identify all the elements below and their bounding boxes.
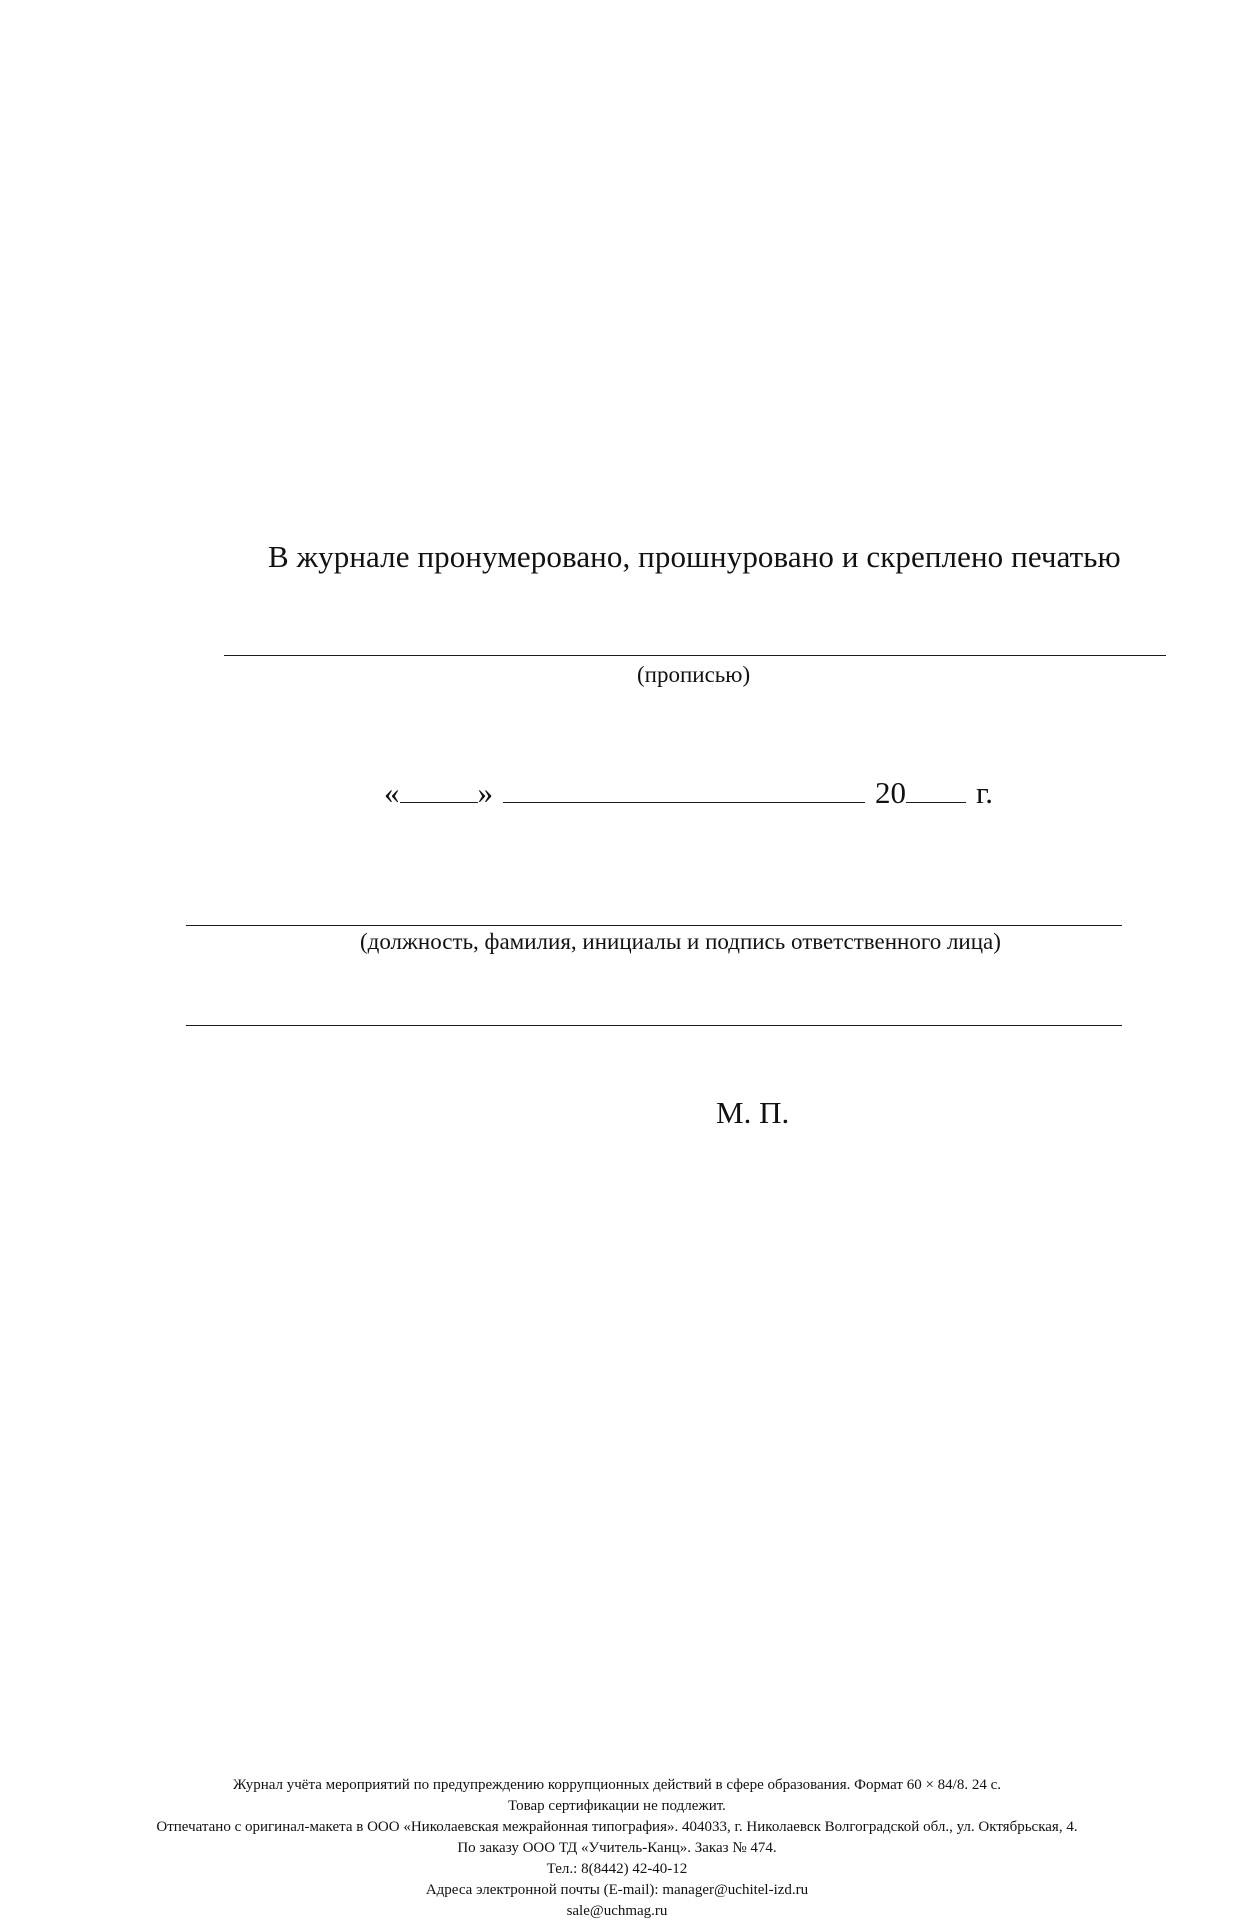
stamp-place-label: М. П. (716, 1095, 790, 1130)
year-blank (906, 778, 966, 803)
imprint-block (0, 1775, 1234, 1922)
written-amount-line (224, 655, 1166, 656)
imprint-line: Тел.: 8(8442) 42-40-12 (546, 1861, 688, 1877)
imprint-line: Товар сертификации не подлежит. (508, 1798, 726, 1814)
imprint-line: Адреса электронной почты (E-mail): manager@uchitel-izd.ru (425, 1882, 809, 1898)
imprint-line: Отпечатано с оригинал-макета в ООО «Николаевская межрайонная типография». 404033, г. Николаевск Волгоградской обл., ул. Октябрьская, 4. (156, 1819, 1078, 1835)
year-prefix: 20 (875, 775, 906, 810)
imprint-line: sale@uchmag.ru (566, 1903, 668, 1919)
year-suffix: г. (976, 775, 993, 810)
signature-line (186, 1025, 1122, 1026)
imprint-line: По заказу ООО ТД «Учитель-Канц». Заказ № 474. (457, 1840, 777, 1856)
month-blank (503, 778, 865, 803)
responsible-person-line (186, 925, 1122, 926)
date-open-quote: « (384, 775, 400, 810)
responsible-person-caption: (должность, фамилия, инициалы и подпись ответственного лица) (360, 929, 1001, 954)
day-blank (400, 778, 478, 803)
page-heading: В журнале пронумеровано, прошнуровано и скреплено печатью (268, 539, 1121, 574)
date-line (384, 773, 993, 813)
written-amount-caption: (прописью) (637, 662, 751, 687)
imprint-line: Журнал учёта мероприятий по предупреждению коррупционных действий в сфере образования. Формат 60 × 84/8. 24 с. (233, 1777, 1001, 1793)
date-close-quote: » (477, 775, 493, 810)
